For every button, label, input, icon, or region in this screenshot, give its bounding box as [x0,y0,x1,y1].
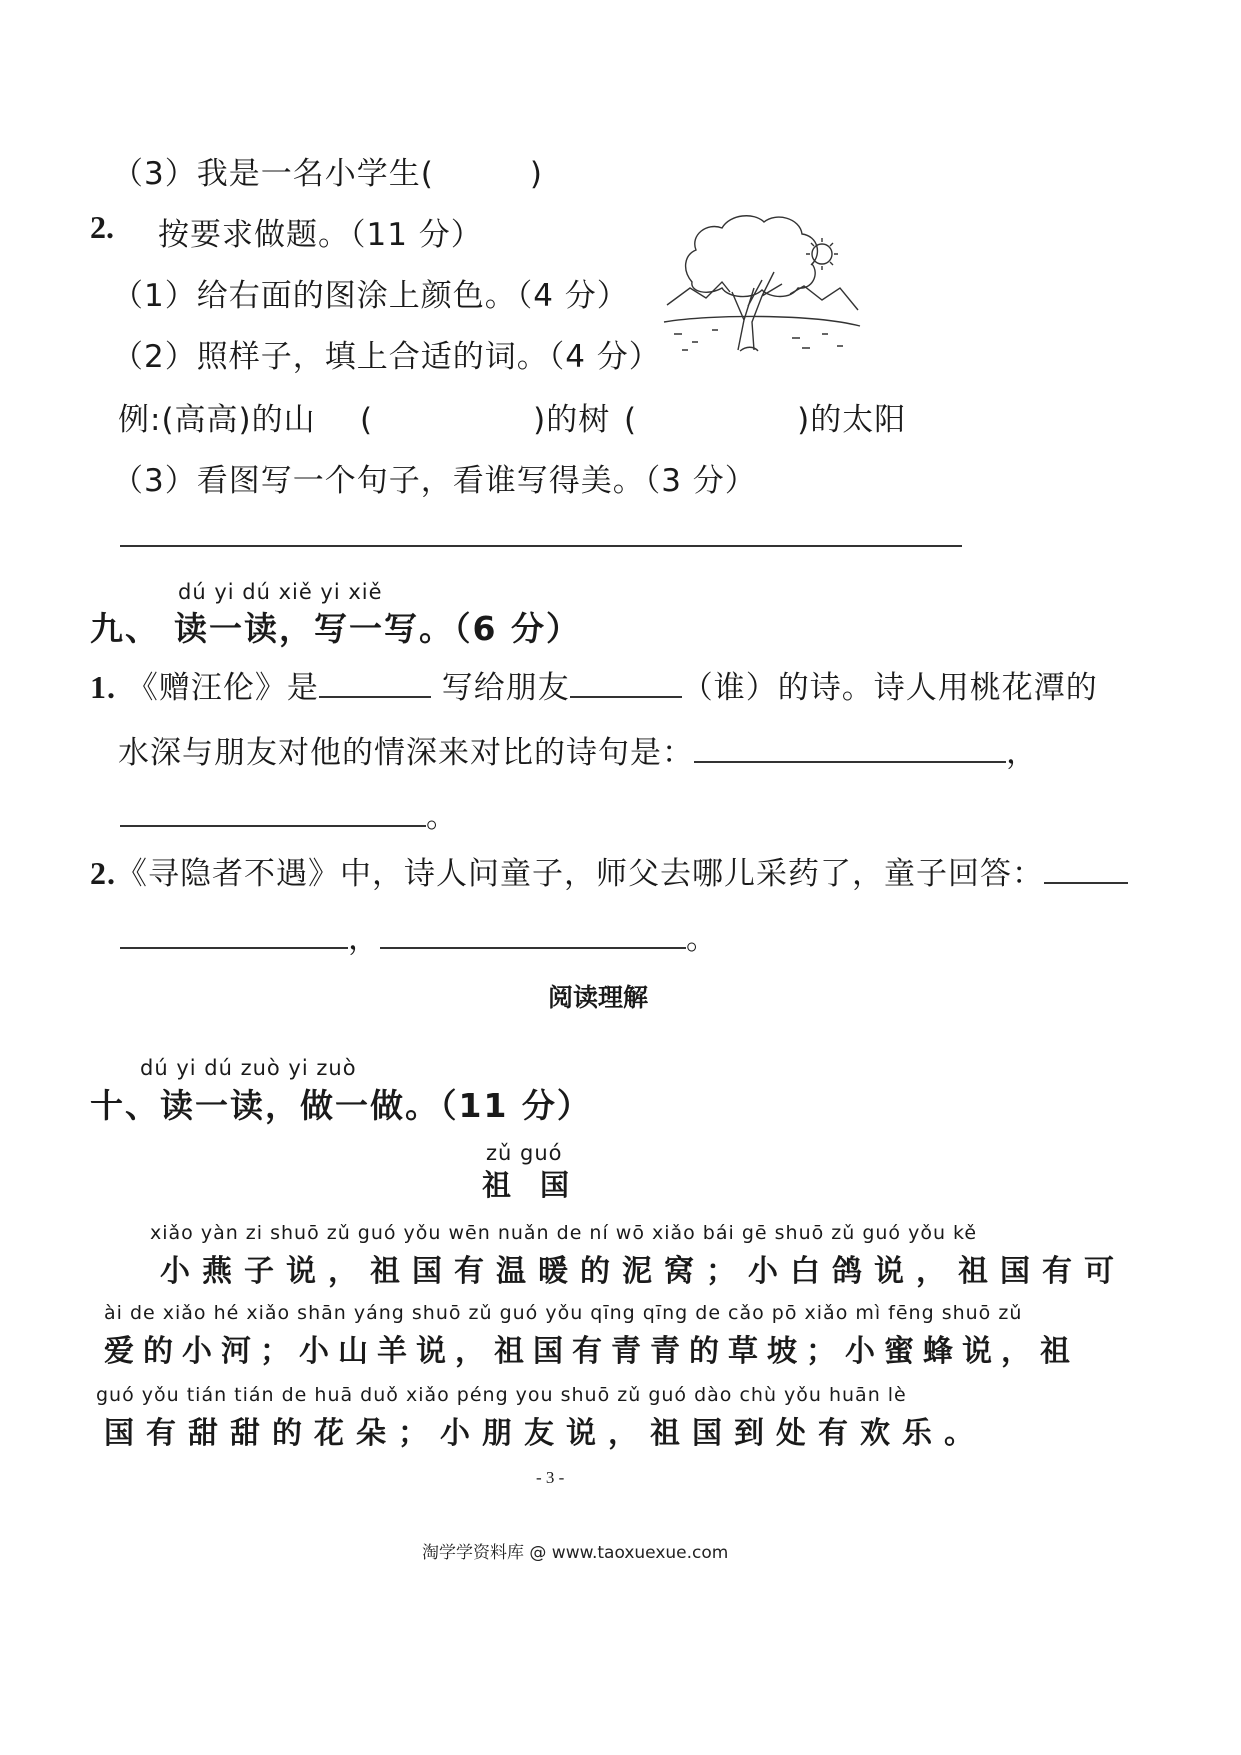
poem-line-2-pinyin: ài de xiǎo hé xiǎo shān yáng shuō zǔ guó yǒu qīng qīng de cǎo pō xiǎo mì fēng shuō zǔ [104,1302,1023,1324]
question-2-text: 按要求做题。（11 分） [158,217,483,253]
part9-q2-line2 [120,913,718,958]
question-2-sub-2: （2）照样子，填上合适的词。（4 分） [112,339,661,375]
blank-poem-line-1[interactable] [694,735,1006,763]
part9-q1-text-c: （谁）的诗。诗人用桃花潭的 [681,670,1098,706]
example-prefix: 例:(高高)的山 [118,402,316,438]
part9-q1-text-b: 写给朋友 [441,670,570,706]
blank-answer-b[interactable] [380,921,686,949]
blank-poet[interactable] [319,670,431,698]
blank-friend[interactable] [570,670,682,698]
poem-line-3-pinyin: guó yǒu tián tián de huā duǒ xiǎo péng you shuō zǔ guó dào chù yǒu huān lè [96,1384,907,1406]
poem-line-1: 小燕子说，祖国有温暖的泥窝；小白鸽说，祖国有可 [160,1254,1126,1289]
part9-q2-end: 。 [686,921,718,957]
poem-title: 祖 国 [482,1168,570,1202]
part9-q1-number: 1. [90,669,116,705]
question-2-sub-1: （1）给右面的图涂上颜色。（4 分） [112,278,629,314]
part9-q2-number: 2. [90,855,116,891]
site-footer: 淘学学资料库 @ www.taoxuexue.com [422,1543,729,1563]
part9-q1-text-d: 水深与朋友对他的情深来对比的诗句是： [118,735,694,771]
blank-poem-line-2[interactable] [120,799,426,827]
part9-q2-comma: ， [348,921,380,957]
part10-heading-title: 十、读一读，做一做。（11 分） [90,1086,592,1125]
blank-answer-a[interactable] [120,921,348,949]
fill-blank-sun[interactable]: ( )的太阳 [624,402,907,438]
blank-answer-start[interactable] [1044,856,1128,884]
poem-line-1-pinyin: xiǎo yàn zi shuō zǔ guó yǒu wēn nuǎn de ní wō xiǎo bái gē shuō zǔ guó yǒu kě [150,1222,978,1244]
part9-heading-number: 九、 [90,609,160,648]
answer-line[interactable] [120,545,962,547]
part9-q1-text-a: 《赠汪伦》是 [126,670,319,706]
part9-q2-text: 《寻隐者不遇》中，诗人问童子，师父去哪儿采药了，童子回答： [116,856,1044,892]
fill-blank-tree[interactable]: ( )的树 [360,402,611,438]
question-2-number: 2. [90,209,114,245]
poem-line-2: 爱的小河；小山羊说，祖国有青青的草坡；小蜜蜂说，祖 [104,1334,1079,1369]
tree-illustration [662,210,862,360]
part9-heading-pinyin: dú yi dú xiě yi xiě [178,580,383,604]
page-number: - 3 - [536,1468,565,1487]
question-2-sub-3: （3）看图写一个句子，看谁写得美。（3 分） [112,463,757,499]
part9-q1-comma: ， [1006,735,1038,771]
part9-q2 [90,848,1128,893]
poem-line-3: 国有甜甜的花朵；小朋友说，祖国到处有欢乐。 [104,1416,986,1451]
part9-heading-title: 读一读，写一写。（6 分） [174,609,581,648]
part9-q1-end: 。 [426,799,458,835]
part9-q1 [90,662,1098,707]
reading-section-label: 阅读理解 [548,983,649,1012]
part10-heading-pinyin: dú yi dú zuò yi zuò [140,1056,357,1080]
poem-title-pinyin: zǔ guó [486,1141,563,1165]
part9-q1-line2 [118,727,1038,772]
part9-q1-line3 [120,791,458,836]
sub-question-3: （3）我是一名小学生( ) [112,156,543,192]
